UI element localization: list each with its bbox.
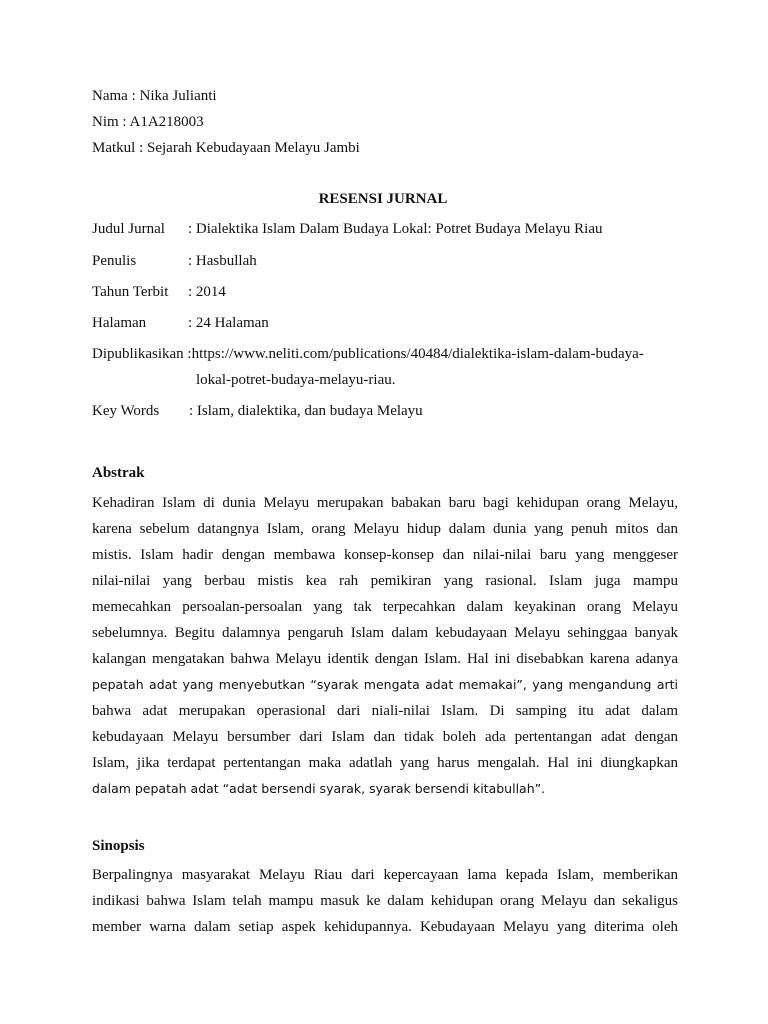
abstrak-line: nilai-nilai yang berbau mistis kea rah pemikiran yang rasional. Islam juga mampu <box>92 573 678 589</box>
sinopsis-heading: Sinopsis <box>92 838 145 854</box>
abstrak-line: Islam, jika terdapat pertentangan maka adatlah yang harus mengalah. Hal ini diungkapkan <box>92 755 678 771</box>
abstrak-line: bahwa adat merupakan operasional dari niali-nilai Islam. Di samping itu adat dalam <box>92 703 678 719</box>
student-name: Nama : Nika Julianti <box>92 88 217 104</box>
abstrak-line: mistis. Islam hadir dengan membawa konsep-konsep dan nilai-nilai baru yang menggeser <box>92 547 678 563</box>
abstrak-line: kebudayaan Melayu bersumber dari Islam dan tidak boleh ada pertentangan adat dengan <box>92 729 678 745</box>
judul-label: Judul Jurnal <box>92 221 165 237</box>
keywords-value: : Islam, dialektika, dan budaya Melayu <box>189 403 423 419</box>
document-page <box>92 0 678 1024</box>
publikasi-line-2: lokal-potret-budaya-melayu-riau. <box>196 372 396 388</box>
penulis-value: : Hasbullah <box>188 253 257 269</box>
tahun-value: : 2014 <box>188 284 226 300</box>
tahun-label: Tahun Terbit <box>92 284 169 300</box>
sinopsis-line: member warna dalam setiap aspek kehidupannya. Kebudayaan Melayu yang diterima oleh <box>92 919 678 935</box>
publikasi-line-1: Dipublikasikan :https://www.neliti.com/publications/40484/dialektika-islam-dalam-budaya- <box>92 346 644 362</box>
abstrak-line: sebelumnya. Begitu dalamnya pengaruh Islam dalam kebudayaan Melayu sehinggaa banyak <box>92 625 678 641</box>
document-title: RESENSI JURNAL <box>318 191 448 207</box>
abstrak-last-line: dalam pepatah adat “adat bersendi syarak, syarak bersendi kitabullah”. <box>92 781 546 796</box>
sinopsis-line: Berpalingnya masyarakat Melayu Riau dari kepercayaan lama kepada Islam, memberikan <box>92 867 678 883</box>
halaman-label: Halaman <box>92 315 147 331</box>
course-name: Matkul : Sejarah Kebudayaan Melayu Jambi <box>92 140 360 156</box>
abstrak-heading: Abstrak <box>92 465 145 481</box>
abstrak-line: kalangan mengatakan bahwa Melayu identik dengan Islam. Hal ini disebabkan karena adanya <box>92 651 678 667</box>
sinopsis-line: indikasi bahwa Islam telah mampu masuk ke dalam kehidupan orang Melayu dan sekaligus <box>92 893 678 909</box>
abstrak-line: Kehadiran Islam di dunia Melayu merupakan babakan baru bagi kehidupan orang Melayu, <box>92 495 678 511</box>
keywords-label: Key Words <box>92 403 160 419</box>
halaman-value: : 24 Halaman <box>188 315 269 331</box>
penulis-label: Penulis <box>92 253 137 269</box>
student-nim: Nim : A1A218003 <box>92 114 204 130</box>
abstrak-line: memecahkan persoalan-persoalan yang tak terpecahkan dalam keyakinan orang Melayu <box>92 599 678 615</box>
abstrak-line: karena sebelum datangnya Islam, orang Melayu hidup dalam dunia yang penuh mitos dan <box>92 521 678 537</box>
abstrak-line: pepatah adat yang menyebutkan “syarak mengata adat memakai”, yang mengandung arti <box>92 677 678 692</box>
judul-value: : Dialektika Islam Dalam Budaya Lokal: Potret Budaya Melayu Riau <box>188 221 603 237</box>
